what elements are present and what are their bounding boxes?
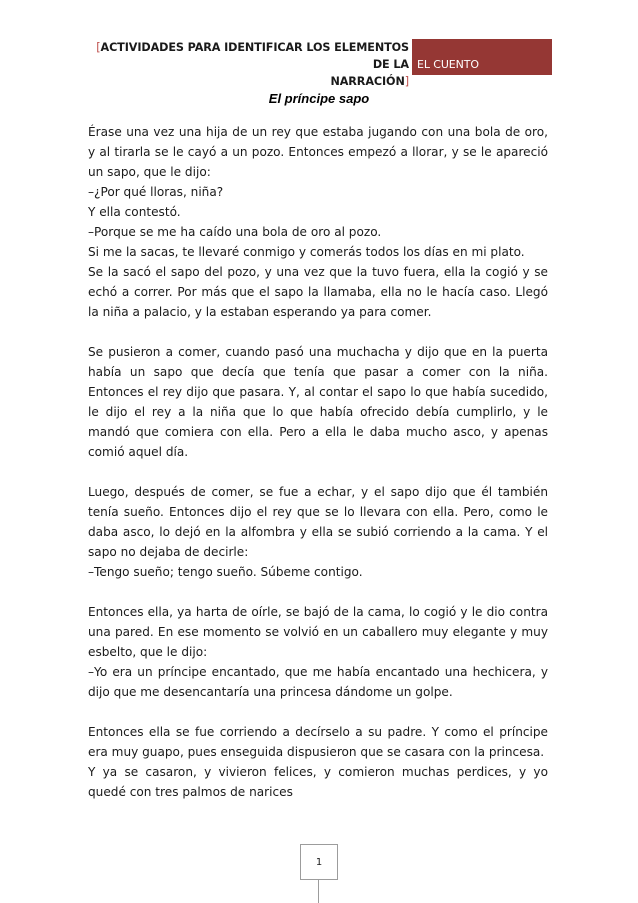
- header-section-band: [412, 39, 552, 75]
- story-paragraph-5: Entonces ella, ya harta de oírle, se bajó de la cama, lo cogió y le dio contra una pared. En ese momento se volvió en un caballero muy elegante y muy esbelto, que le dijo:: [88, 605, 548, 659]
- story-body: [88, 122, 548, 802]
- story-dialogue-3: –Porque se me ha caído una bola de oro al pozo.: [88, 225, 382, 239]
- story-paragraph-7: Entonces ella se fue corriendo a decírselo a su padre. Y como el príncipe era muy guapo, pues enseguida dispusieron que se casara con la princesa.: [88, 725, 548, 759]
- page-number-box: [300, 844, 338, 880]
- story-paragraph-3: Se pusieron a comer, cuando pasó una muchacha y dijo que en la puerta había un sapo que decía que tenía que pasar a comer con la niña. Entonces el rey dijo que pasara. Y, al contar el sapo lo que había sucedido, le dijo el rey a la niña que lo que había ofrecido debía cumplirlo, y le mandó que comiera con ella. Pero a ella le daba mucho asco, y apenas comió aquel día.: [88, 345, 548, 459]
- header-section-label: EL CUENTO: [417, 58, 479, 71]
- story-title: El príncipe sapo: [268, 91, 370, 106]
- story-paragraph-6: –Yo era un príncipe encantado, que me había encantado una hechicera, y dijo que me desencantaría una princesa dándome un golpe.: [88, 665, 548, 699]
- header-title-line2: NARRACIÓN: [330, 75, 405, 88]
- header-bracket-close: ]: [404, 75, 409, 88]
- story-paragraph-2: Se la sacó el sapo del pozo, y una vez que la tuvo fuera, ella la cogió y se echó a correr. Por más que el sapo la llamaba, ella no le hacía caso. Llegó la niña a palacio, y la estaban esperando ya para comer.: [88, 265, 548, 319]
- story-paragraph-1: Érase una vez una hija de un rey que estaba jugando con una bola de oro, y al tirarla se le cayó a un pozo. Entonces empezó a llorar, y se le apareció un sapo, que le dijo:: [88, 125, 548, 179]
- header-bracket-open: [: [96, 41, 101, 54]
- story-dialogue-2: Y ella contestó.: [88, 205, 181, 219]
- story-dialogue-sleep: –Tengo sueño; tengo sueño. Súbeme contigo.: [88, 565, 363, 579]
- header-title-line1: ACTIVIDADES PARA IDENTIFICAR LOS ELEMENTOS DE LA: [100, 41, 409, 71]
- story-dialogue-4: Si me la sacas, te llevaré conmigo y comerás todos los días en mi plato.: [88, 245, 525, 259]
- page-number: 1: [315, 857, 323, 868]
- page-header: [96, 39, 552, 88]
- story-paragraph-4: Luego, después de comer, se fue a echar, y el sapo dijo que él también tenía sueño. Entonces dijo el rey que se lo llevara con ella. Pero, como le daba asco, lo dejó en la alfombra y ella se subió corriendo a la cama. Y el sapo no dejaba de decirle:: [88, 485, 548, 559]
- page-number-divider: [318, 880, 319, 903]
- header-title: [96, 39, 409, 88]
- story-dialogue-1: –¿Por qué lloras, niña?: [88, 185, 224, 199]
- story-paragraph-8: Y ya se casaron, y vivieron felices, y comieron muchas perdices, y yo quedé con tres palmos de narices: [88, 765, 548, 799]
